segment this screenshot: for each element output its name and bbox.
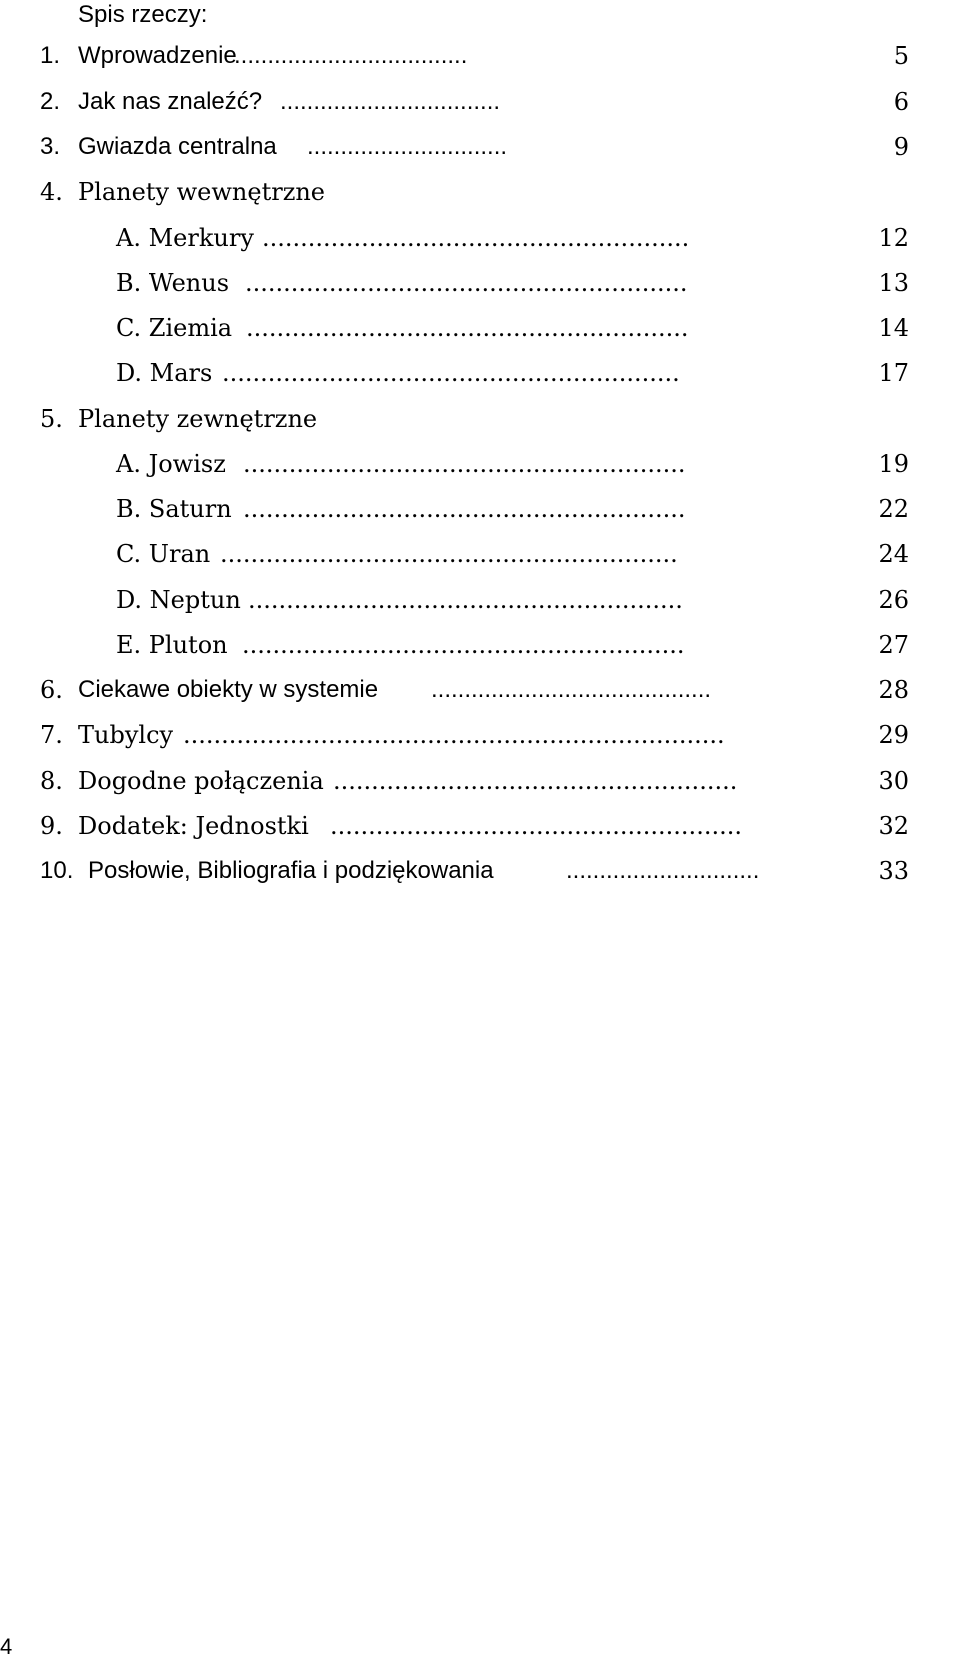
toc-entry-leader: ........................................................ xyxy=(262,224,690,252)
toc-entry-number: 3. xyxy=(40,133,61,160)
toc-entry-label: C. Uran xyxy=(116,540,211,568)
toc-entry-page: 19 xyxy=(878,450,909,478)
toc-entry-leader: ............................................................ xyxy=(222,359,680,387)
toc-entry-leader: ............................. xyxy=(566,857,760,884)
toc-entry-label: Planety wewnętrzne xyxy=(78,178,325,206)
toc-entry-label: Wprowadzenie xyxy=(78,42,237,69)
toc-entry-leader: .......................................................... xyxy=(243,450,686,478)
toc-entry-page: 26 xyxy=(878,586,909,614)
toc-entry-page: 30 xyxy=(878,767,909,795)
toc-entry xyxy=(0,848,960,894)
toc-heading: Spis rzeczy: xyxy=(78,1,208,28)
toc-subentry xyxy=(0,305,960,351)
toc-entry-label: Planety zewnętrzne xyxy=(78,405,318,433)
toc-entry-leader: ............................................................ xyxy=(220,540,678,568)
toc-entry-leader: .......................................... xyxy=(431,676,712,703)
toc-entry-label: B. Saturn xyxy=(116,495,232,523)
toc-entry xyxy=(0,169,960,215)
toc-entry-number: 5. xyxy=(40,405,63,433)
toc-subentry xyxy=(0,260,960,306)
toc-entry-page: 28 xyxy=(878,676,909,704)
toc-entry xyxy=(0,803,960,849)
toc-entry-leader: .......................................................... xyxy=(245,269,688,297)
toc-entry-page: 22 xyxy=(878,495,909,523)
toc-entry-leader: ......................................................... xyxy=(248,586,683,614)
toc-entry xyxy=(0,33,960,79)
toc-entry-page: 29 xyxy=(878,721,909,749)
toc-entry-label: A. Jowisz xyxy=(116,450,226,478)
toc-entry-page: 12 xyxy=(878,224,909,252)
toc-entry-label: Dogodne połączenia xyxy=(78,767,324,795)
toc-entry-page: 32 xyxy=(878,812,909,840)
toc-entry xyxy=(0,667,960,713)
page-number: 4 xyxy=(0,1634,13,1659)
toc-entry-page: 27 xyxy=(878,631,909,659)
toc-entry-number: 4. xyxy=(40,178,63,206)
toc-subentry xyxy=(0,622,960,668)
toc-entry-number: 8. xyxy=(40,767,63,795)
toc-entry-page: 14 xyxy=(878,314,909,342)
toc-entry-label: D. Mars xyxy=(116,359,213,387)
toc-subentry xyxy=(0,441,960,487)
toc-entry xyxy=(0,396,960,442)
toc-entry-number: 10. xyxy=(40,857,74,884)
toc-entry-number: 7. xyxy=(40,721,63,749)
toc-entry xyxy=(0,758,960,804)
toc-subentry xyxy=(0,531,960,577)
toc-entry-page: 9 xyxy=(893,133,909,161)
toc-entry-label: Ciekawe obiekty w systemie xyxy=(78,676,379,703)
toc-subentry xyxy=(0,577,960,623)
toc-subentry xyxy=(0,486,960,532)
toc-entry-label: Gwiazda centralna xyxy=(78,133,277,160)
toc-entry-leader: .......................................................... xyxy=(242,631,685,659)
toc-entry-leader: .............................. xyxy=(307,133,508,160)
toc-entry-label: E. Pluton xyxy=(116,631,228,659)
toc-subentry xyxy=(0,350,960,396)
toc-entry-leader: ................................... xyxy=(234,42,468,69)
toc-entry-number: 6. xyxy=(40,676,63,704)
toc-entry-label: Dodatek: Jednostki xyxy=(78,812,309,840)
toc-entry-label: C. Ziemia xyxy=(116,314,233,342)
toc-entry xyxy=(0,712,960,758)
toc-entry-page: 33 xyxy=(878,857,909,885)
toc-entry-page: 17 xyxy=(878,359,909,387)
toc-entry-label: Jak nas znaleźć? xyxy=(78,88,263,115)
toc-entry-label: D. Neptun xyxy=(116,586,241,614)
toc-entry-label: Posłowie, Bibliografia i podziękowania xyxy=(88,857,494,884)
toc-entry-leader: ...................................................... xyxy=(330,812,742,840)
toc-entry-leader: ..................................................... xyxy=(333,767,738,795)
toc-entry xyxy=(0,79,960,125)
toc-entry-leader: .......................................................... xyxy=(246,314,689,342)
toc-entry-page: 5 xyxy=(893,42,909,70)
toc-entry-page: 13 xyxy=(878,269,909,297)
toc-entry-number: 2. xyxy=(40,88,61,115)
toc-entry xyxy=(0,124,960,170)
toc-entry-page: 24 xyxy=(878,540,909,568)
toc-entry-leader: ....................................................................... xyxy=(183,721,725,749)
toc-entry-label: B. Wenus xyxy=(116,269,230,297)
toc-entry-leader: ................................. xyxy=(280,88,501,115)
toc-entry-leader: .......................................................... xyxy=(243,495,686,523)
toc-entry-number: 9. xyxy=(40,812,63,840)
toc-entry-number: 1. xyxy=(40,42,61,69)
toc-entry-page: 6 xyxy=(893,88,909,116)
toc-entry-label: Tubylcy xyxy=(78,721,174,749)
toc-subentry xyxy=(0,215,960,261)
toc-entry-label: A. Merkury xyxy=(116,224,254,252)
